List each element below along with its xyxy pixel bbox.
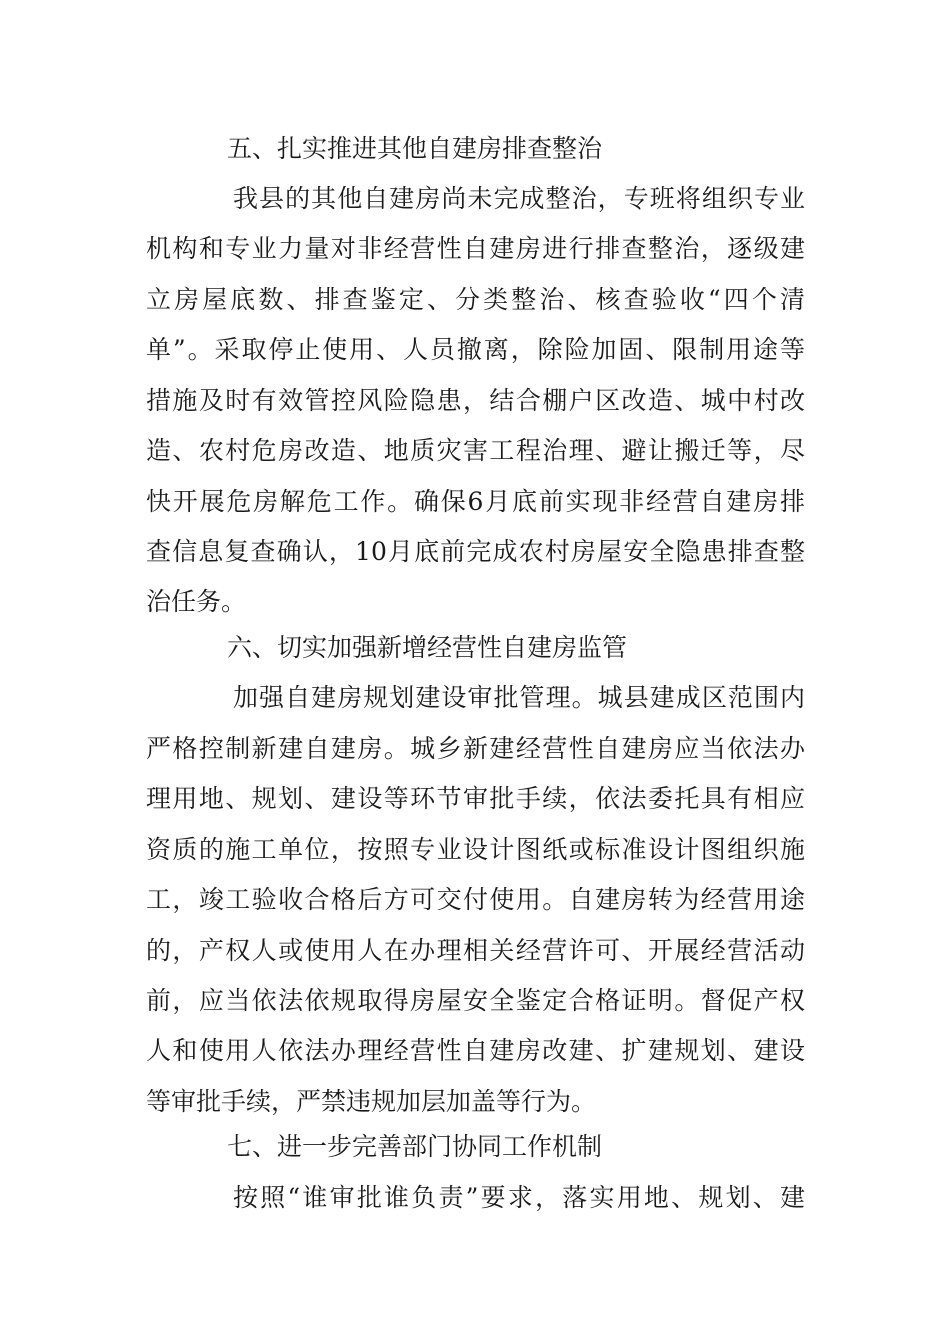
section-6-line-5: 工，竣工验收合格后方可交付使用。自建房转为经营用途 bbox=[146, 885, 805, 914]
section-6-line-3: 理用地、规划、建设等环节审批手续，依法委托具有相应 bbox=[146, 784, 805, 813]
section-5-line-7: 快开展危房解危工作。确保6月底前实现非经营自建房排 bbox=[146, 487, 805, 516]
section-5-line-9: 治任务。 bbox=[146, 587, 247, 616]
section-5-heading: 五、扎实推进其他自建房排查整治 bbox=[227, 134, 603, 163]
section-7-line-1: 按照“谁审批谁负责”要求，落实用地、规划、建 bbox=[233, 1183, 805, 1212]
section-6-line-4: 资质的施工单位，按照专业设计图纸或标准设计图组织施 bbox=[146, 835, 805, 864]
section-5-line-2: 机构和专业力量对非经营性自建房进行排查整治，逐级建 bbox=[146, 234, 805, 263]
section-7-heading: 七、进一步完善部门协同工作机制 bbox=[227, 1132, 603, 1161]
section-5-line-4: 单”。采取停止使用、人员撤离，除险加固、限制用途等 bbox=[146, 335, 805, 364]
section-6-line-8: 人和使用人依法办理经营性自建房改建、扩建规划、建设 bbox=[146, 1036, 805, 1065]
section-5-line-8: 查信息复查确认，10月底前完成农村房屋安全隐患排查整 bbox=[146, 537, 805, 566]
section-6-line-2: 严格控制新建自建房。城乡新建经营性自建房应当依法办 bbox=[146, 734, 805, 763]
section-6-line-1: 加强自建房规划建设审批管理。城县建成区范围内 bbox=[233, 683, 805, 712]
section-6-line-6: 的，产权人或使用人在办理相关经营许可、开展经营活动 bbox=[146, 936, 805, 965]
section-5-line-3: 立房屋底数、排查鉴定、分类整治、核查验收“四个清 bbox=[146, 285, 805, 314]
section-5-line-1: 我县的其他自建房尚未完成整治，专班将组织专业 bbox=[233, 184, 805, 213]
section-5-line-6: 造、农村危房改造、地质灾害工程治理、避让搬迁等，尽 bbox=[146, 436, 805, 465]
section-6-heading: 六、切实加强新增经营性自建房监管 bbox=[227, 633, 628, 662]
section-6-line-7: 前，应当依法依规取得房屋安全鉴定合格证明。督促产权 bbox=[146, 986, 805, 1015]
section-5-line-5: 措施及时有效管控风险隐患，结合棚户区改造、城中村改 bbox=[146, 386, 805, 415]
section-6-line-9: 等审批手续，严禁违规加层加盖等行为。 bbox=[146, 1087, 597, 1116]
